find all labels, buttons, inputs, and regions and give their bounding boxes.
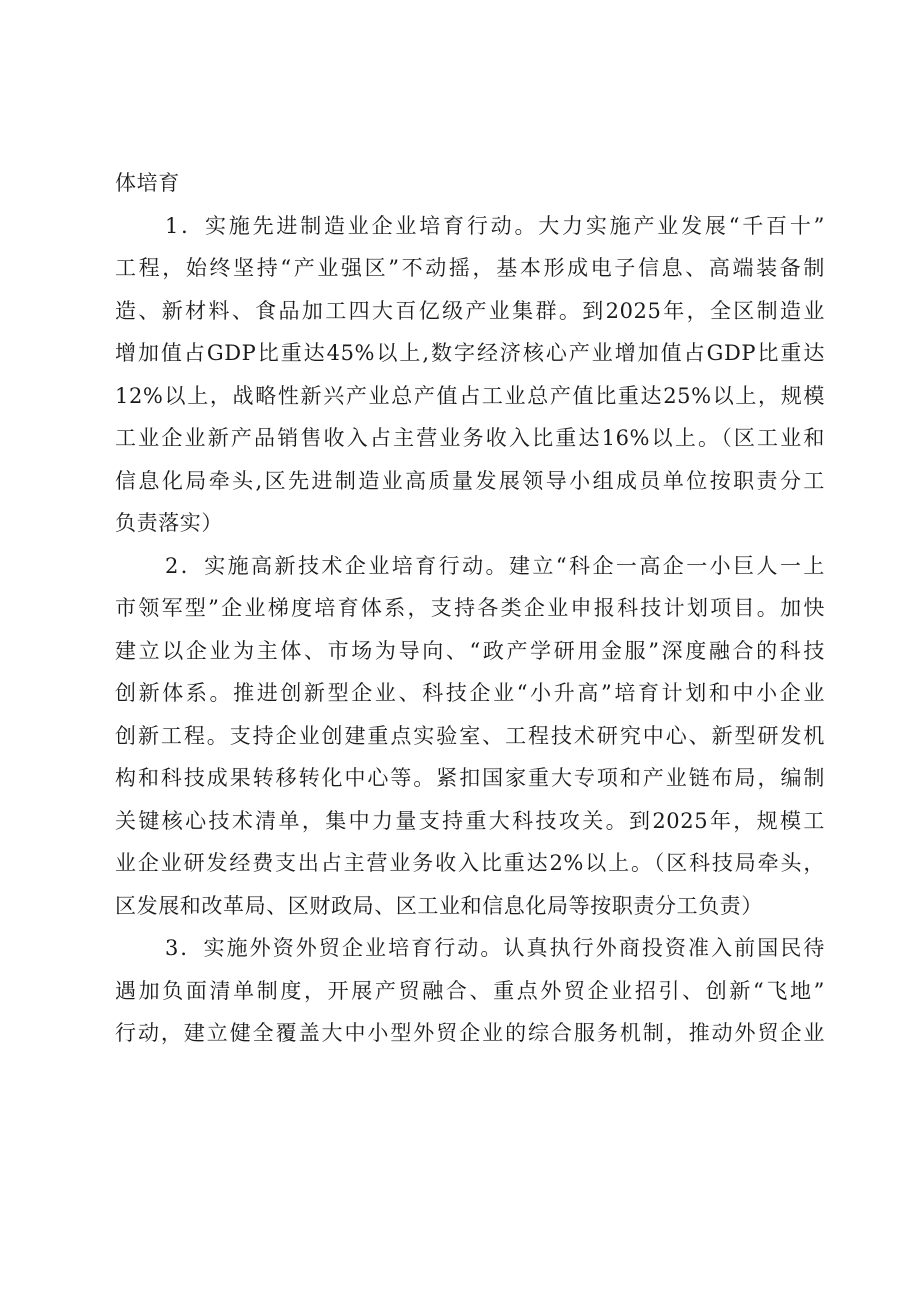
text-line: 增加值占GDP比重达45%以上,数字经济核心产业增加值占GDP比重达 — [115, 341, 825, 365]
text-line: 信息化局牵头,区先进制造业高质量发展领导小组成员单位按职责分工 — [115, 468, 825, 493]
text-line: 建立以企业为主体、市场为导向、“政产学研用金服”深度融合的科技 — [115, 638, 825, 663]
text-line: 创新工程。支持企业创建重点实验室、工程技术研究中心、新型研发机 — [115, 723, 825, 748]
text-line: 构和科技成果转移转化中心等。紧扣国家重大专项和产业链布局，编制 — [115, 766, 825, 790]
text-line: 3．实施外资外贸企业培育行动。认真执行外商投资准入前国民待 — [165, 936, 825, 960]
text-line: 市领军型”企业梯度培育体系，支持各类企业申报科技计划项目。加快 — [115, 596, 825, 620]
document-body — [115, 162, 825, 1055]
text-line: 业企业研发经费支出占主营业务收入比重达2%以上。（区科技局牵头， — [115, 851, 825, 875]
text-line: 行动，建立健全覆盖大中小型外贸企业的综合服务机制，推动外贸企业 — [115, 1021, 825, 1045]
text-line: 工业企业新产品销售收入占主营业务收入比重达16%以上。（区工业和 — [115, 426, 825, 450]
text-line: 2．实施高新技术企业培育行动。建立“科企一高企一小巨人一上 — [165, 553, 825, 578]
text-line: 遇加负面清单制度，开展产贸融合、重点外贸企业招引、创新“飞地” — [115, 978, 825, 1003]
text-line: 体培育 — [115, 171, 180, 195]
text-line: 创新体系。推进创新型企业、科技企业“小升高”培育计划和中小企业 — [115, 681, 825, 705]
text-line: 负责落实） — [115, 511, 223, 535]
text-line: 造、新材料、食品加工四大百亿级产业集群。到2025年，全区制造业 — [115, 298, 825, 323]
text-line: 12%以上，战略性新兴产业总产值占工业总产值比重达25%以上，规模 — [115, 383, 825, 408]
text-line: 1．实施先进制造业企业培育行动。大力实施产业发展“千百十” — [165, 213, 825, 238]
text-line: 关键核心技术清单，集中力量支持重大科技攻关。到2025年，规模工 — [115, 808, 825, 833]
text-line: 工程，始终坚持“产业强区”不动摇，基本形成电子信息、高端装备制 — [115, 256, 825, 280]
text-line: 区发展和改革局、区财政局、区工业和信息化局等按职责分工负责） — [115, 893, 763, 918]
